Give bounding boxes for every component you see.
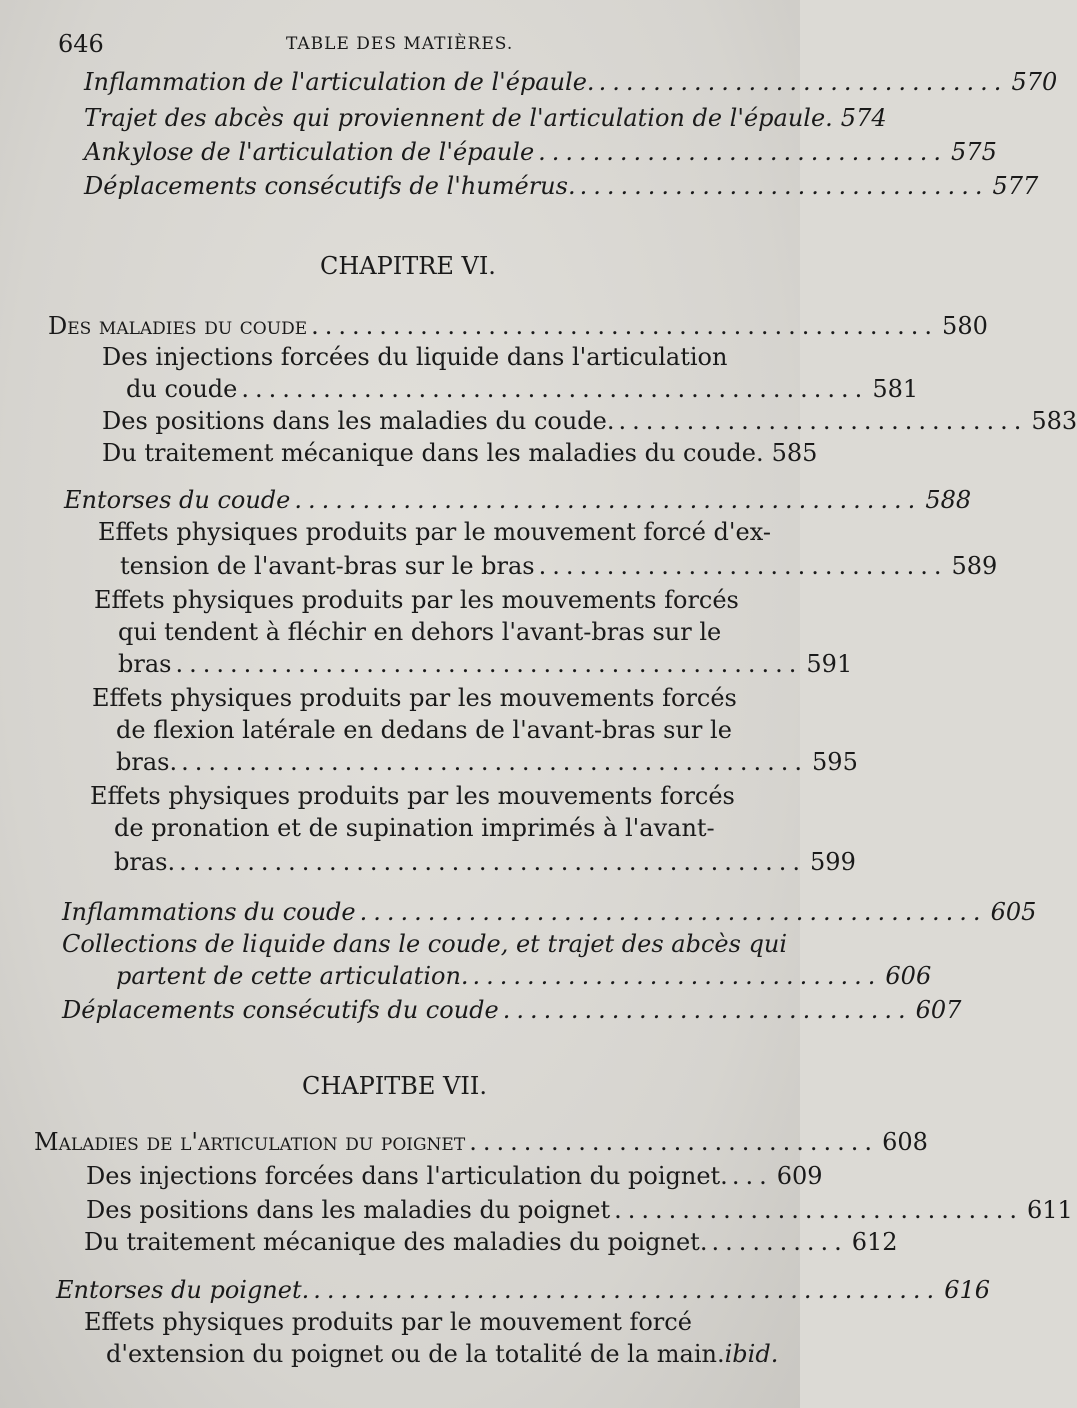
- toc-entry-line: de pronation et de supination imprimés à l'avant-: [114, 814, 715, 842]
- toc-entry: du coude .............................................. 581: [126, 375, 919, 403]
- chapter-heading: CHAPITRE VI.: [320, 252, 496, 280]
- toc-section: Des maladies du coude .............................................. 580: [48, 312, 988, 340]
- toc-entry: partent de cette articulation. .............................. 606: [116, 962, 932, 990]
- toc-entry: Inflammation de l'articulation de l'épaule. .............................. 570: [84, 68, 1058, 96]
- page-number: 646: [58, 30, 104, 58]
- toc-entry: Ankylose de l'articulation de l'épaule .............................. 575: [84, 138, 997, 166]
- toc-entry: Du traitement mécanique dans les maladies du coude. 585: [102, 439, 818, 467]
- toc-entry-line: Effets physiques produits par les mouvements forcés: [90, 782, 735, 810]
- toc-entry-line: qui tendent à fléchir en dehors l'avant-bras sur le: [118, 618, 722, 646]
- toc-entry: Déplacements consécutifs du coude .............................. 607: [62, 996, 962, 1024]
- toc-entry: Du traitement mécanique des maladies du poignet. .......... 612: [84, 1228, 898, 1256]
- running-header: TABLE DES MATIÈRES.: [286, 34, 514, 54]
- chapter-heading: CHAPITBE VII.: [302, 1072, 487, 1100]
- toc-entry: Des positions dans les maladies du coude. .............................. 583: [102, 407, 1077, 435]
- toc-entry: tension de l'avant-bras sur le bras .............................. 589: [120, 552, 998, 580]
- toc-entry: Inflammations du coude .............................................. 605: [62, 898, 1037, 926]
- toc-entry-line: Effets physiques produits par le mouvement forcé d'ex-: [98, 518, 771, 546]
- toc-entry: d'extension du poignet ou de la totalité de la main. ibid.: [106, 1340, 779, 1368]
- toc-entry: Déplacements consécutifs de l'humérus. .............................. 577: [84, 172, 1039, 200]
- toc-entry-line: Effets physiques produits par les mouvements forcés: [94, 586, 739, 614]
- toc-entry: bras .............................................. 591: [118, 650, 853, 678]
- toc-entry: Des injections forcées dans l'articulation du poignet. ... 609: [86, 1162, 823, 1190]
- toc-entry-line: Effets physiques produits par les mouvements forcés: [92, 684, 737, 712]
- toc-entry-line: Des injections forcées du liquide dans l'articulation: [102, 343, 728, 371]
- toc-section: Maladies de l'articulation du poignet .............................. 608: [34, 1128, 928, 1156]
- toc-section: Entorses du coude .............................................. 588: [64, 486, 972, 514]
- toc-entry: bras. .............................................. 599: [114, 848, 856, 876]
- toc-entry: Des positions dans les maladies du poignet .............................. 611: [86, 1196, 1073, 1224]
- toc-entry: bras. .............................................. 595: [116, 748, 858, 776]
- toc-entry: Trajet des abcès qui proviennent de l'articulation de l'épaule. 574: [84, 104, 887, 132]
- toc-entry-line: de flexion latérale en dedans de l'avant-bras sur le: [116, 716, 732, 744]
- toc-entry-line: Collections de liquide dans le coude, et trajet des abcès qui: [62, 930, 788, 958]
- toc-entry-line: Effets physiques produits par le mouvement forcé: [84, 1308, 692, 1336]
- toc-section: Entorses du poignet. .............................................. 616: [56, 1276, 990, 1304]
